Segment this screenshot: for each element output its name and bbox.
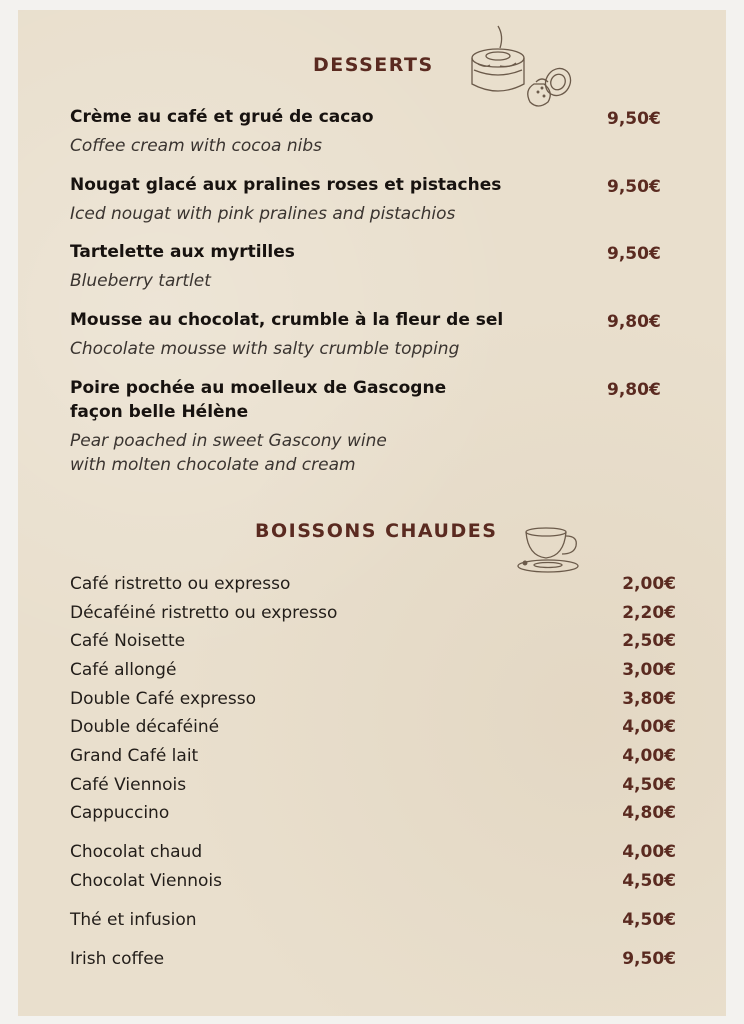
drink-price: 4,80€ [622,803,676,823]
dessert-item [70,105,670,158]
drink-name: Café allongé [70,660,177,680]
dessert-name-en: Blueberry tartlet [70,271,211,291]
dessert-item [70,240,670,293]
drink-item [70,907,676,933]
dessert-name-fr: Crème au café et grué de cacao [70,107,374,127]
dessert-name-en: Coffee cream with cocoa nibs [70,136,322,156]
drink-price: 2,20€ [622,603,676,623]
drink-name: Cappuccino [70,803,170,823]
menu-page [18,10,726,1016]
drink-item [70,686,676,712]
dessert-name-en: Iced nougat with pink pralines and pistachios [70,204,456,224]
drink-name: Café ristretto ou expresso [70,574,291,594]
drink-name: Chocolat chaud [70,842,203,862]
drink-item [70,743,676,769]
drink-price: 4,00€ [622,746,676,766]
dessert-name-fr: Poire pochée au moelleux de Gascogne façon belle Hélène [70,378,447,422]
drink-item [70,868,676,894]
dessert-name-en: Chocolate mousse with salty crumble topping [70,339,460,359]
dessert-price: 9,50€ [607,109,661,129]
desserts-title: DESSERTS [313,54,434,76]
drink-name: Chocolat Viennois [70,871,222,891]
drink-price: 4,00€ [622,717,676,737]
cake-icon [464,20,574,112]
drink-price: 4,50€ [622,775,676,795]
drink-item [70,772,676,798]
drink-item [70,571,676,597]
dessert-name-fr: Tartelette aux myrtilles [70,242,295,262]
drink-item [70,946,676,972]
drink-name: Double Café expresso [70,689,256,709]
drink-price: 4,50€ [622,871,676,891]
drink-name: Café Viennois [70,775,187,795]
dessert-name-fr: Nougat glacé aux pralines roses et pistaches [70,175,502,195]
drink-price: 2,50€ [622,631,676,651]
drink-name: Grand Café lait [70,746,199,766]
dessert-name-fr: Mousse au chocolat, crumble à la fleur de sel [70,310,504,330]
drink-price: 3,80€ [622,689,676,709]
drink-item [70,714,676,740]
dessert-name-en: Pear poached in sweet Gascony wine with molten chocolate and cream [70,431,387,475]
dessert-item [70,376,670,477]
drink-name: Irish coffee [70,949,165,969]
dessert-price: 9,80€ [607,380,661,400]
drink-price: 3,00€ [622,660,676,680]
dessert-item [70,173,670,226]
dessert-price: 9,50€ [607,177,661,197]
drink-name: Thé et infusion [70,910,197,930]
drink-price: 2,00€ [622,574,676,594]
coffee-cup-icon [516,520,588,576]
drink-price: 4,00€ [622,842,676,862]
dessert-item [70,308,670,361]
dessert-price: 9,80€ [607,312,661,332]
drink-price: 9,50€ [622,949,676,969]
drink-item [70,600,676,626]
drink-name: Café Noisette [70,631,186,651]
drink-name: Double décaféiné [70,717,220,737]
drink-item [70,800,676,826]
drink-item [70,657,676,683]
drink-name: Décaféiné ristretto ou expresso [70,603,338,623]
dessert-price: 9,50€ [607,244,661,264]
drink-price: 4,50€ [622,910,676,930]
drink-item [70,839,676,865]
hot-drinks-title: BOISSONS CHAUDES [255,520,498,542]
drink-item [70,628,676,654]
